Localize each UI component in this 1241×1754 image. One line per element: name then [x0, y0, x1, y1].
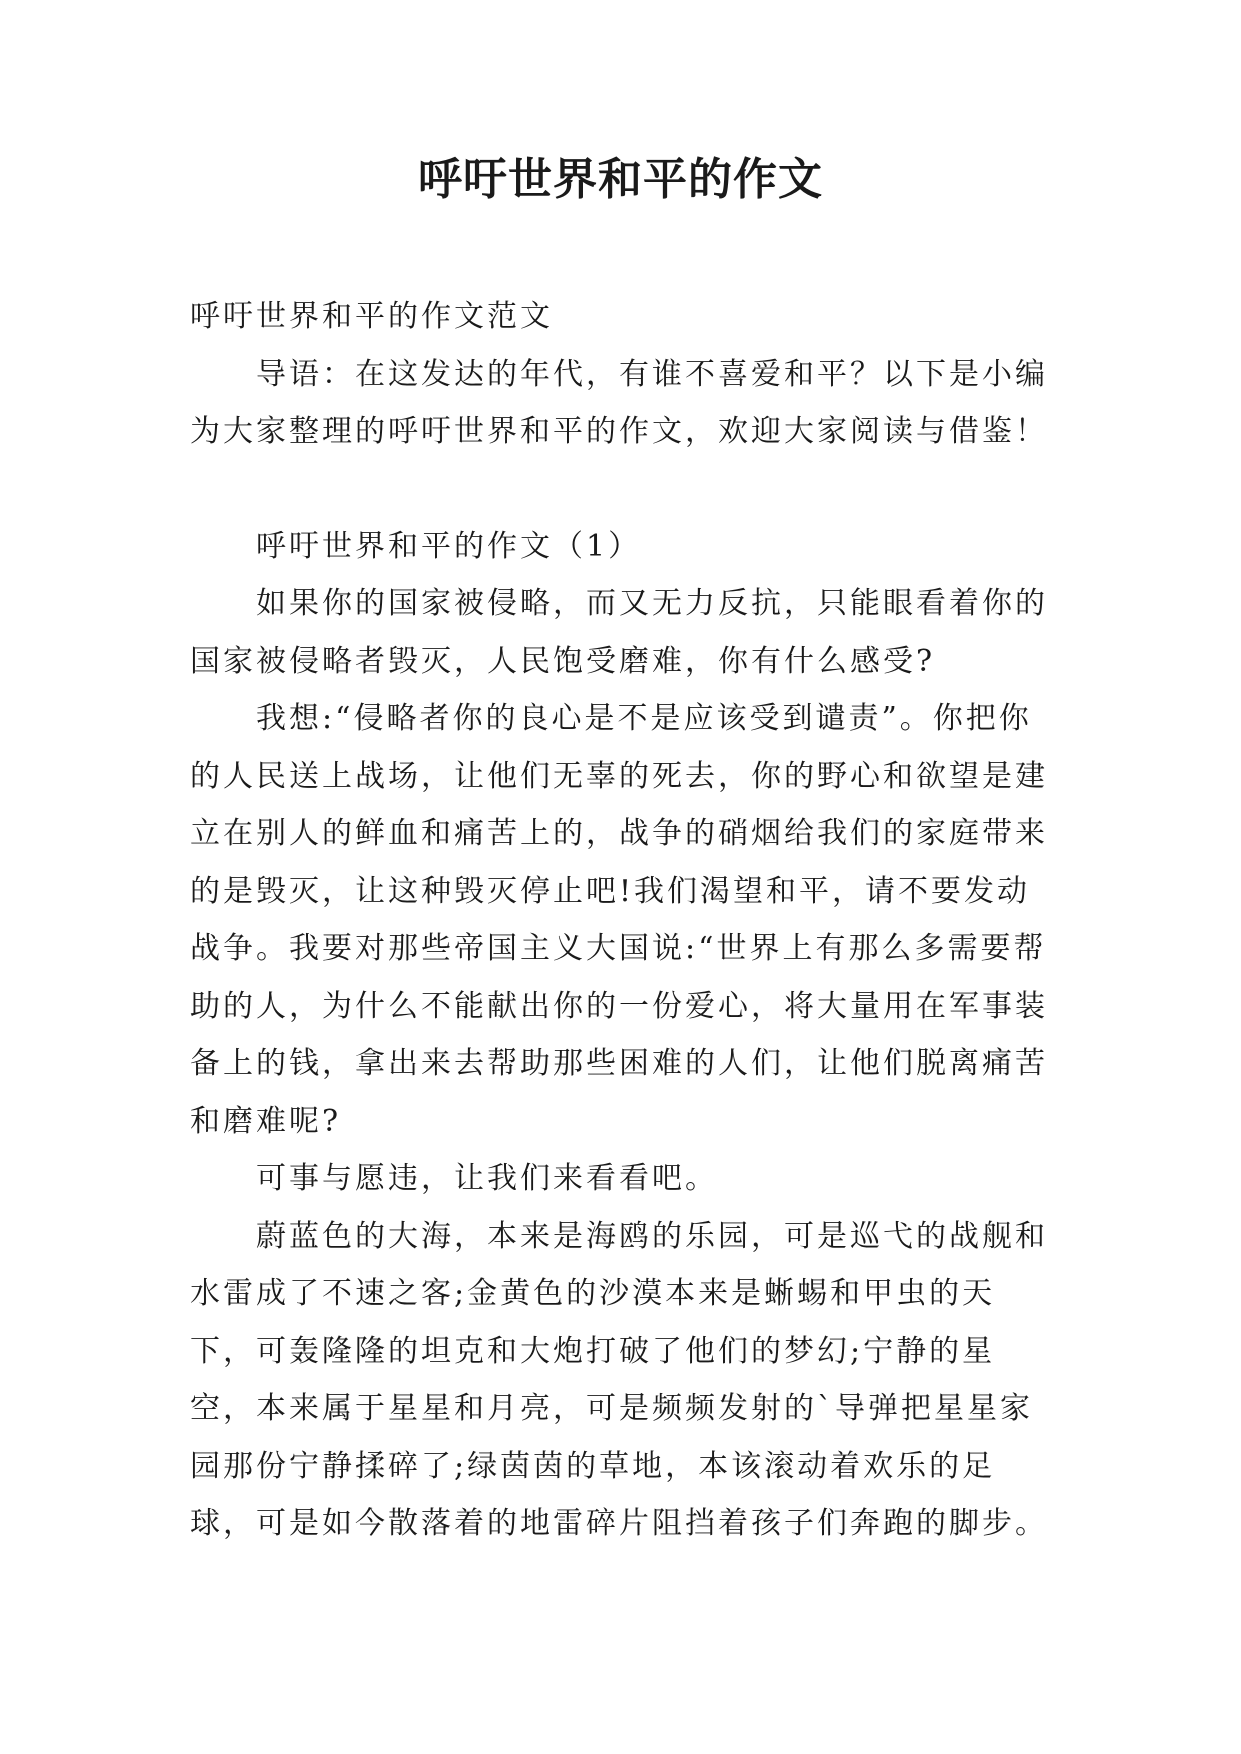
body-paragraph-1: 如果你的国家被侵略，而又无力反抗，只能眼看着你的国家被侵略者毁灭，人民饱受磨难，你有什么感受? — [190, 586, 1048, 679]
paragraph-spacer — [190, 461, 1060, 518]
document-subtitle: 呼吁世界和平的作文范文 — [190, 299, 553, 334]
body-paragraph-4: 蔚蓝色的大海，本来是海鸥的乐园，可是巡弋的战舰和水雷成了不速之客;金黄色的沙漠本来是蜥蜴和甲虫的天下，可轰隆隆的坦克和大炮打破了他们的梦幻;宁静的星空，本来属于星星和月亮，可是频频发射的`导弹把星星家园那份宁静揉碎了;绿茵茵的草地，本该滚动着欢乐的足球，可是如今散落着的地雷碎片阻挡着孩子们奔跑的脚步。 — [190, 1218, 1048, 1541]
document-body — [190, 288, 1060, 1553]
document-title: 呼吁世界和平的作文 — [418, 154, 823, 205]
body-paragraph-3: 可事与愿违，让我们来看看吧。 — [256, 1161, 718, 1196]
intro-paragraph: 导语：在这发达的年代，有谁不喜爱和平？以下是小编为大家整理的呼吁世界和平的作文，欢迎大家阅读与借鉴！ — [190, 356, 1048, 449]
body-paragraph-2: 我想:“侵略者你的良心是不是应该受到谴责”。你把你的人民送上战场，让他们无辜的死去，你的野心和欲望是建立在别人的鲜血和痛苦上的，战争的硝烟给我们的家庭带来的是毁灭，让这种毁灭停止吧!我们渴望和平，请不要发动战争。我要对那些帝国主义大国说:“世界上有那么多需要帮助的人，为什么不能献出你的一份爱心，将大量用在军事装备上的钱，拿出来去帮助那些困难的人们，让他们脱离痛苦和磨难呢? — [190, 701, 1048, 1139]
section-heading: 呼吁世界和平的作文（1） — [256, 528, 642, 564]
